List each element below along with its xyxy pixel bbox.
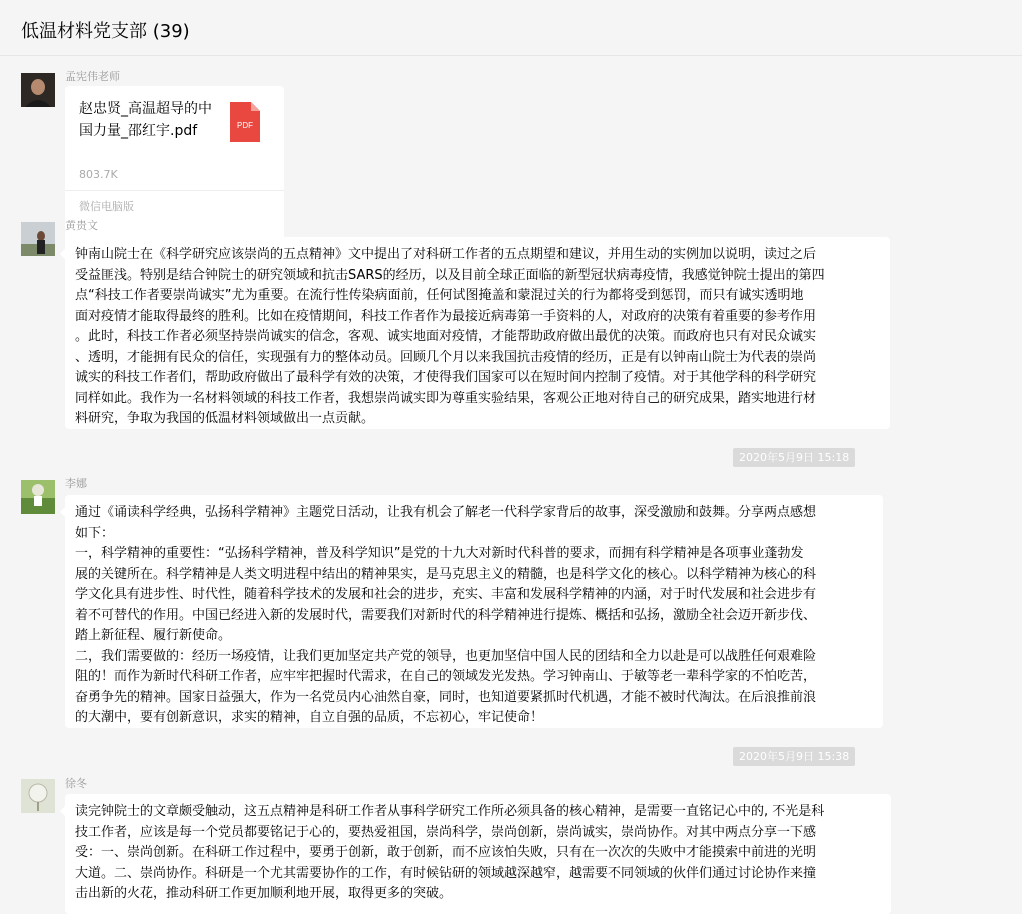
message-line: 面对疫情才能取得最终的胜利。比如在疫情期间，科技工作者作为最接近病毒第一手资料的人，对政府的决策有着重要的参考作用 — [75, 308, 817, 324]
pdf-icon-label: PDF — [237, 121, 253, 130]
message-bubble[interactable] — [65, 794, 891, 914]
message-line: 击出新的火花，推动科研工作更加顺利地开展，取得更多的突破。 — [75, 886, 453, 901]
message-line: 诚实的科技工作者们，帮助政府做出了最科学有效的决策，才使得我们国家可以在短时间内控制了疫情。对于其他学科的科学研究 — [75, 370, 817, 385]
avatar[interactable] — [21, 779, 55, 813]
message-line: 二，我们需要做的：经历一场疫情，让我们更加坚定共产党的领导，也更加坚信中国人民的团结和全力以赴是可以战胜任何艰难险 — [75, 648, 817, 664]
avatar-photo-icon — [21, 222, 55, 256]
file-size: 803.7K — [79, 168, 118, 181]
timestamp: 2020年5月9日 15:18 — [733, 448, 855, 467]
avatar-photo-icon — [21, 779, 55, 813]
message-line: 、透明，才能拥有民众的信任，实现强有力的整体动员。回顾几个月以来我国抗击疫情的经历，正是有以钟南山院士为代表的崇尚 — [75, 349, 817, 365]
message-line: 受：一、崇尚创新。在科研工作过程中，要勇于创新，敢于创新，而不应该怕失败，只有在一次次的失败中才能摸索中前进的光明 — [75, 845, 817, 860]
avatar[interactable] — [21, 480, 55, 514]
message-line: 奋勇争先的精神。国家日益强大，作为一名党员内心油然自豪，同时，也知道要紧抓时代机遇，才能不被时代淘汰。在后浪推前浪 — [75, 689, 817, 705]
message-line: 钟南山院士在《科学研究应该崇尚的五点精神》文中提出了对科研工作者的五点期望和建议，并用生动的实例加以说明，读过之后 — [75, 247, 817, 262]
message-line: 如下： — [75, 525, 115, 541]
message-bubble[interactable] — [65, 495, 883, 728]
message-list[interactable] — [0, 56, 1022, 901]
divider — [65, 190, 284, 191]
file-name-line: 赵忠贤_高温超导的中 — [79, 101, 212, 117]
sender-name: 孟宪伟老师 — [65, 70, 120, 83]
file-source: 微信电脑版 — [79, 200, 134, 213]
message-line: 学文化具有进步性、时代性，随着科学技术的发展和社会的进步，充实、丰富和发展科学精神的内涵，对于时代发展和社会进步有 — [75, 587, 817, 602]
sender-name: 徐冬 — [65, 777, 87, 790]
message-line: 同样如此。我作为一名材料领域的科技工作者，我想崇尚诚实即为尊重实验结果，客观公正地对待自己的研究成果，踏实地进行材 — [75, 390, 817, 406]
message-line: 的大潮中，要有创新意识，求实的精神，自立自强的品质，不忘初心，牢记使命！ — [75, 710, 544, 725]
message-line: 着不可替代的作用。中国已经进入新的发展时代，需要我们对新时代的科学精神进行提炼、概括和弘扬，激励全社会迈开新步伐、 — [75, 607, 817, 623]
message-line: 。此时，科技工作者必须坚持崇尚诚实的信念，客观、诚实地面对疫情，才能帮助政府做出最优的决策。而政府也只有对民众诚实 — [75, 329, 817, 344]
avatar[interactable] — [21, 222, 55, 256]
pdf-file-icon — [230, 102, 260, 142]
message-line: 踏上新征程、履行新使命。 — [75, 628, 232, 643]
message-line: 受益匪浅。特别是结合钟院士的研究领域和抗击SARS的经历，以及目前全球正面临的新型冠状病毒疫情，我感觉钟院士提出的第四 — [75, 267, 825, 283]
sender-name: 李娜 — [65, 477, 87, 490]
message-line: 点“科技工作者要崇尚诚实”尤为重要。在流行性传染病面前，任何试图掩盖和蒙混过关的行为都将受到惩罚，而只有诚实透明地 — [75, 288, 804, 303]
message-line: 通过《诵读科学经典，弘扬科学精神》主题党日活动，让我有机会了解老一代科学家背后的故事，深受激励和鼓舞。分享两点感想 — [75, 505, 817, 520]
message-bubble[interactable] — [65, 237, 890, 429]
avatar-photo-icon — [21, 480, 55, 514]
message-line: 一，科学精神的重要性：“弘扬科学精神，普及科学知识”是党的十九大对新时代科普的要求，而拥有科学精神是各项事业蓬勃发 — [75, 546, 804, 561]
message-line: 读完钟院士的文章颇受触动，这五点精神是科研工作者从事科学研究工作所必须具备的核心精神，是需要一直铭记心中的, 不光是科 — [75, 804, 825, 819]
timestamp: 2020年5月9日 15:38 — [733, 747, 855, 766]
message-line: 阻的！而作为新时代科研工作者，应牢牢把握时代需求，在自己的领域发光发热。学习钟南山、于敏等老一辈科学家的不怕吃苦， — [75, 669, 817, 684]
message-line: 大道。二、崇尚协作。科研是一个尤其需要协作的工作，有时候钻研的领域越深越窄，越需要不同领域的伙伴们通过讨论协作来撞 — [75, 865, 817, 881]
avatar[interactable] — [21, 73, 55, 107]
file-name-line: 国力量_邵红宇.pdf — [79, 123, 198, 139]
message-line: 展的关键所在。科学精神是人类文明进程中结出的精神果实，是马克思主义的精髓，也是科学文化的核心。以科学精神为核心的科 — [75, 566, 817, 582]
file-name — [79, 98, 219, 142]
message-line: 料研究，争取为我国的低温材料领域做出一点贡献。 — [75, 411, 375, 426]
sender-name: 黄贵文 — [65, 219, 98, 232]
message-line: 技工作者，应该是每一个党员都要铭记于心的，要热爱祖国，崇尚科学，崇尚创新，崇尚诚实，崇尚协作。对其中两点分享一下感 — [75, 824, 817, 840]
chat-header — [0, 0, 1022, 56]
avatar-photo-icon — [21, 73, 55, 107]
chat-title: 低温材料党支部 (39) — [21, 21, 190, 42]
